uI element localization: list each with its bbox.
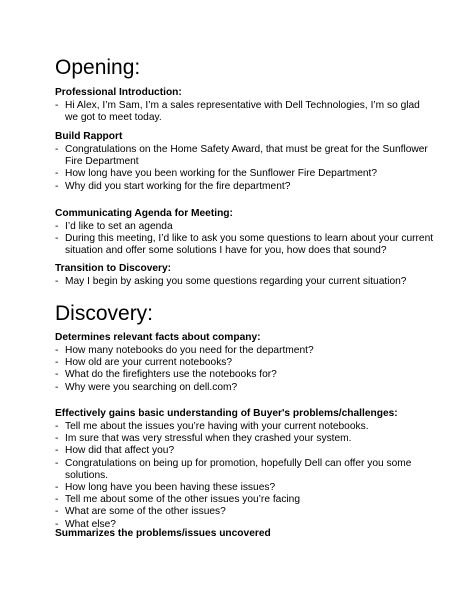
section-relevant-facts <box>55 332 435 394</box>
list-item-text: May I begin by asking you some questions regarding your current situation? <box>65 276 407 287</box>
list-item: - How did that affect you? <box>55 445 175 457</box>
section-title: Determines relevant facts about company: <box>55 332 261 343</box>
list-item: - How long have you been having these issues? <box>55 482 276 494</box>
list-item: - During this meeting, I’d like to ask you some questions to learn about your current situation and offer some solutions I have for you, how does that sound? <box>55 233 434 257</box>
section-communicating-agenda <box>55 208 435 258</box>
list-item: - Why were you searching on dell.com? <box>55 381 238 393</box>
section-title: Build Rapport <box>55 131 123 142</box>
list-item: - May I begin by asking you some questions regarding your current situation? <box>55 276 407 287</box>
section-title: Communicating Agenda for Meeting: <box>55 208 233 219</box>
list-item-text: Im sure that was very stressful when they crashed your system. <box>65 433 352 445</box>
list-item-text: Why did you start working for the fire department? <box>65 180 291 192</box>
list-item: - Congratulations on the Home Safety Award, that must be great for the Sunflower Fire Department <box>55 144 428 168</box>
list-item: - How many notebooks do you need for the department? <box>55 345 314 356</box>
list-item: - Congratulations on being up for promotion, hopefully Dell can offer you some solutions. <box>55 457 412 481</box>
list-item-text: I’d like to set an agenda <box>65 221 173 232</box>
list-item-text: Why were you searching on dell.com? <box>65 381 238 393</box>
list-item-text: Tell me about some of the other issues you’re facing <box>65 494 301 506</box>
list-item-text: How long have you been working for the Sunflower Fire Department? <box>65 168 378 180</box>
list-item: - Hi Alex, I’m Sam, I’m a sales representative with Dell Technologies, I’m so glad we got to meet today. <box>55 100 420 124</box>
opening-heading: Opening: <box>55 56 141 79</box>
list-item: - What are some of the other issues? <box>55 506 226 518</box>
list-item: - What else? <box>55 518 116 530</box>
section-buyer-problems <box>55 408 435 531</box>
section-build-rapport <box>55 131 435 193</box>
section-title: Professional Introduction: <box>55 87 182 98</box>
bullet-list <box>55 144 435 193</box>
discovery-heading: Discovery: <box>55 302 154 325</box>
list-item-text: During this meeting, I’d like to ask you some questions to learn about your current situation and offer some solutions I have for you, how does that sound? <box>65 233 434 257</box>
list-item-text: How old are your current notebooks? <box>65 357 233 369</box>
list-item-text: Hi Alex, I’m Sam, I’m a sales representative with Dell Technologies, I’m so glad we got to meet today. <box>65 100 420 124</box>
list-item: - Tell me about some of the other issues you’re facing <box>55 494 301 506</box>
bullet-list <box>55 276 435 288</box>
section-title: Transition to Discovery: <box>55 263 172 274</box>
bullet-list <box>55 221 435 258</box>
section-title: Effectively gains basic understanding of Buyer's problems/challenges: <box>55 408 398 419</box>
list-item: - Tell me about the issues you’re having with your current notebooks. <box>55 421 369 432</box>
bullet-list <box>55 100 435 124</box>
section-title: Summarizes the problems/issues uncovered <box>55 528 271 539</box>
list-item-text: Tell me about the issues you’re having with your current notebooks. <box>65 421 369 432</box>
list-item-text: Congratulations on the Home Safety Award, that must be great for the Sunflower Fire Department <box>65 144 428 168</box>
list-item: - What do the firefighters use the notebooks for? <box>55 369 277 381</box>
list-item: - Why did you start working for the fire department? <box>55 180 291 192</box>
bullet-list <box>55 421 435 531</box>
list-item: - How old are your current notebooks? <box>55 357 233 369</box>
list-item-text: What are some of the other issues? <box>65 506 226 518</box>
list-item-text: What else? <box>65 518 116 530</box>
section-summarizes-problems <box>55 528 435 541</box>
list-item: - How long have you been working for the Sunflower Fire Department? <box>55 168 378 180</box>
list-item-text: How long have you been having these issues? <box>65 482 276 494</box>
list-item: - Im sure that was very stressful when they crashed your system. <box>55 433 352 445</box>
list-item: - I’d like to set an agenda <box>55 221 173 232</box>
section-professional-introduction <box>55 87 435 124</box>
list-item-text: How many notebooks do you need for the department? <box>65 345 314 356</box>
list-item-text: How did that affect you? <box>65 445 175 457</box>
list-item-text: What do the firefighters use the notebooks for? <box>65 369 277 381</box>
bullet-list <box>55 345 435 394</box>
list-item-text: Congratulations on being up for promotion, hopefully Dell can offer you some solutions. <box>65 457 412 481</box>
section-transition-to-discovery <box>55 263 435 288</box>
